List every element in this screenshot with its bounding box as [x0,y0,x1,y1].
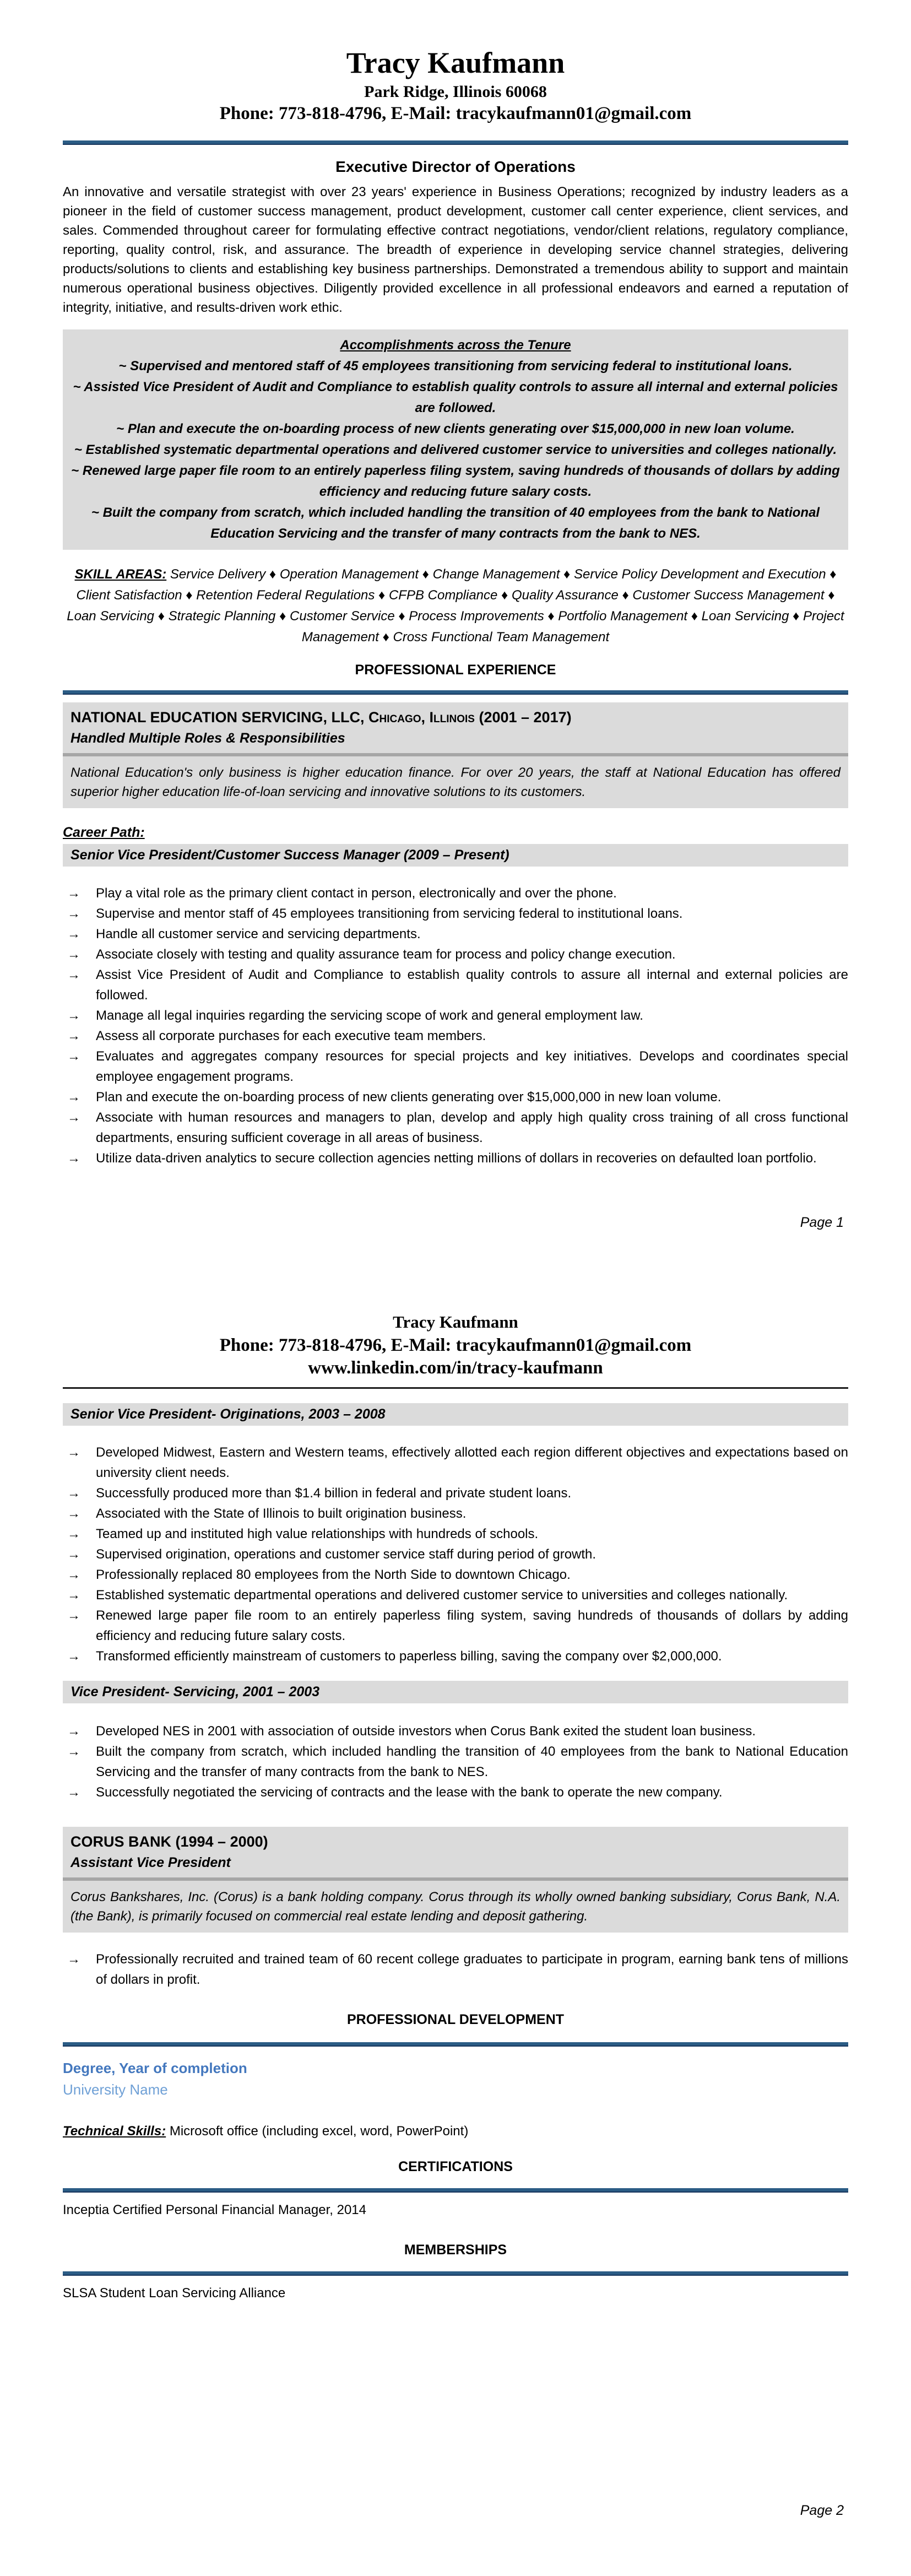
bullet-item: → Manage all legal inquiries regarding the servicing scope of work and general employment law. [63,1005,848,1026]
arrow-bullet-icon: → [67,1151,80,1166]
bullet-item: → Assess all corporate purchases for each executive team members. [63,1026,848,1046]
position-title-svp-originations: Senior Vice President- Originations, 2003 – 2008 [63,1403,848,1426]
bullet-item: → Developed NES in 2001 with association of outside investors when Corus Bank exited the student loan business. [63,1721,848,1741]
company-name-line [71,709,840,726]
bullet-list-position1 [63,883,848,1168]
bullet-list-corus [63,1949,848,1990]
summary-paragraph: An innovative and versatile strategist with over 23 years' experience in Business Operations; recognized by industry leaders as a pioneer in the field of customer success management, product development, customer call center experience, client services, and sales. Commended throughout career for formulating effective contract negotiations, vendor/client relations, regulatory compliance, reporting, quality control, risk, and assurance. The breadth of experience in developing service channel strategies, delivering products/solutions to clients and establishing key business partnerships. Demonstrated a tremendous ability to support and maintain numerous operational business objectives. Diligently provided excellence in all professional endeavors and earned a reputation of integrity, initiative, and results-driven work ethic. [63,185,848,316]
section-divider [63,2188,848,2193]
page-number: Page 1 [800,1215,844,1230]
arrow-bullet-icon: → [67,1547,80,1562]
arrow-bullet-icon: → [67,1724,80,1739]
corus-name-line: CORUS BANK (1994 – 2000) [71,1833,268,1850]
technical-skills-label: Technical Skills: [63,2124,166,2139]
accomplishment-item: ~ Renewed large paper file room to an entirely paperless filing system, saving hundreds of thousands of dollars by adding efficiency and reducing future salary costs. [71,463,840,500]
bullet-item: → Plan and execute the on-boarding process of new clients generating over $15,000,000 in new loan volume. [63,1087,848,1107]
corus-description: Corus Bankshares, Inc. (Corus) is a bank holding company. Corus through its wholly owned banking subsidiary, Corus Bank, N.A. (the Bank), is primarily focused on commercial real estate lending and deposit gathering. [71,1890,840,1924]
bullet-item: → Handle all customer service and servicing departments. [63,924,848,944]
resume-contact: Phone: 773-818-4796, E-Mail: tracykaufmann01@gmail.com [219,104,692,124]
resume-name: Tracy Kaufmann [393,1312,518,1332]
arrow-bullet-icon: → [67,1445,80,1460]
bullet-item: → Play a vital role as the primary client contact in person, electronically and over the phone. [63,883,848,903]
accomplishments-box [63,329,848,550]
arrow-bullet-icon: → [67,1608,80,1623]
header-divider [63,140,848,145]
accomplishments-title: Accomplishments across the Tenure [340,338,571,353]
accomplishment-item: ~ Established systematic departmental operations and delivered customer service to universities and colleges nationally. [74,442,837,458]
section-divider [63,2042,848,2047]
bullet-item: → Teamed up and instituted high value relationships with hundreds of schools. [63,1524,848,1544]
corus-role: Assistant Vice President [71,1855,231,1870]
arrow-bullet-icon: → [67,1785,80,1800]
section-heading-professional-experience: PROFESSIONAL EXPERIENCE [355,662,556,678]
bullet-item: → Built the company from scratch, which included handling the transition of 40 employees from the bank to National Education Servicing and the transfer of many contracts from the bank to NES. [63,1741,848,1782]
technical-skills-text: Microsoft office (including excel, word, PowerPoint) [166,2124,469,2139]
accomplishment-item: ~ Supervised and mentored staff of 45 employees transitioning from servicing federal to institutional loans. [118,359,793,374]
page-number: Page 2 [800,2503,844,2518]
bullet-item: → Assist Vice President of Audit and Compliance to establish quality controls to assure all internal and external policies are followed. [63,965,848,1005]
company-role: Handled Multiple Roles & Responsibilities [71,730,345,746]
bullet-item: → Established systematic departmental operations and delivered customer service to universities and colleges nationally. [63,1585,848,1605]
company-header-box [63,702,848,808]
arrow-bullet-icon: → [67,1029,80,1044]
arrow-bullet-icon: → [67,1952,80,1967]
membership-item: SLSA Student Loan Servicing Alliance [63,2286,286,2301]
arrow-bullet-icon: → [67,1649,80,1664]
arrow-bullet-icon: → [67,1110,80,1125]
header-divider [63,1387,848,1389]
arrow-bullet-icon: → [67,906,80,922]
company-location: Chicago, Illinois [368,709,475,726]
accomplishment-item: ~ Assisted Vice President of Audit and Compliance to establish quality controls to assure all internal and external policies are followed. [73,380,838,416]
bullet-item: → Transformed efficiently mainstream of customers to paperless billing, saving the company over $2,000,000. [63,1646,848,1666]
arrow-bullet-icon: → [67,927,80,942]
resume-contact: Phone: 773-818-4796, E-Mail: tracykaufmann01@gmail.com [219,1335,692,1355]
university-line: University Name [63,2081,168,2098]
arrow-bullet-icon: → [67,1744,80,1759]
linkedin-url: www.linkedin.com/in/tracy-kaufmann [308,1358,603,1378]
corus-divider [63,1877,848,1881]
arrow-bullet-icon: → [67,1486,80,1501]
arrow-bullet-icon: → [67,1527,80,1541]
company-dates: (2001 – 2017) [474,709,572,726]
bullet-item: → Associate closely with testing and quality assurance team for process and policy change execution. [63,944,848,965]
corus-header-box [63,1827,848,1933]
arrow-bullet-icon: → [67,886,80,901]
arrow-bullet-icon: → [67,1090,80,1105]
accomplishments-list [68,356,843,544]
section-divider [63,2271,848,2276]
certification-item: Inceptia Certified Personal Financial Manager, 2014 [63,2202,366,2217]
position-title-vp-servicing: Vice President- Servicing, 2001 – 2003 [63,1681,848,1703]
arrow-bullet-icon: → [67,1008,80,1024]
bullet-item: → Successfully produced more than $1.4 billion in federal and private student loans. [63,1483,848,1503]
bullet-item: → Associate with human resources and managers to plan, develop and apply high quality cross training of all cross functional departments, ensuring sufficient coverage in all areas of business. [63,1107,848,1148]
degree-line: Degree, Year of completion [63,2060,247,2076]
resume-address: Park Ridge, Illinois 60068 [364,83,547,101]
arrow-bullet-icon: → [67,947,80,962]
bullet-item: → Renewed large paper file room to an entirely paperless filing system, saving hundreds of thousands of dollars by adding efficiency and reducing future salary costs. [63,1605,848,1646]
position-title-svp-customer-success: Senior Vice President/Customer Success Manager (2009 – Present) [63,844,848,867]
bullet-list-position3 [63,1721,848,1803]
bullet-item: → Associated with the State of Illinois to built origination business. [63,1503,848,1524]
bullet-item: → Developed Midwest, Eastern and Western teams, effectively allotted each region different objectives and expectations based on university client needs. [63,1442,848,1483]
accomplishment-item: ~ Plan and execute the on-boarding process of new clients generating over $15,000,000 in new loan volume. [116,421,795,437]
arrow-bullet-icon: → [67,1506,80,1521]
bullet-item: → Utilize data-driven analytics to secure collection agencies netting millions of dollars in recoveries on defaulted loan portfolio. [63,1148,848,1168]
job-title: Executive Director of Operations [335,158,576,176]
company-name: NATIONAL EDUCATION SERVICING, LLC, [71,709,369,726]
bullet-item: → Professionally recruited and trained team of 60 recent college graduates to participate in program, earning bank tens of millions of dollars in profit. [63,1949,848,1990]
bullet-item: → Professionally replaced 80 employees from the North Side to downtown Chicago. [63,1565,848,1585]
company-divider [63,753,848,756]
bullet-list-position2 [63,1442,848,1666]
company-description: National Education's only business is higher education finance. For over 20 years, the staff at National Education has offered superior higher education life-of-loan servicing and innovative solutions to its customers. [71,765,840,800]
technical-skills-line [63,2124,848,2139]
bullet-item: → Supervised origination, operations and customer service staff during period of growth. [63,1544,848,1565]
arrow-bullet-icon: → [67,1588,80,1603]
skill-areas-text: Service Delivery ♦ Operation Management ♦ Change Management ♦ Service Policy Development and Execution ♦ Client Satisfaction ♦ Retention Federal Regulations ♦ CFPB Compliance ♦ Quality Assurance ♦ Customer Success Management ♦ Loan Servicing ♦ Strategic Planning ♦ Customer Service ♦ Process Improvements ♦ Portfolio Management ♦ Loan Servicing ♦ Project Management ♦ Cross Functional Team Management [67,567,844,645]
section-divider [63,690,848,695]
bullet-item: → Supervise and mentor staff of 45 employees transitioning from servicing federal to institutional loans. [63,903,848,924]
arrow-bullet-icon: → [67,1567,80,1582]
career-path-label: Career Path: [63,825,145,841]
section-heading-memberships: MEMBERSHIPS [404,2242,507,2258]
resume-name: Tracy Kaufmann [346,46,565,79]
skill-areas-label: SKILL AREAS: [74,567,167,582]
skill-areas [63,564,848,648]
bullet-item: → Evaluates and aggregates company resources for special projects and key initiatives. Develops and coordinates special employee engagement programs. [63,1046,848,1087]
section-heading-professional-development: PROFESSIONAL DEVELOPMENT [346,2012,565,2027]
page-2 [0,1288,911,2576]
section-heading-certifications: CERTIFICATIONS [398,2159,513,2174]
arrow-bullet-icon: → [67,967,80,983]
arrow-bullet-icon: → [67,1049,80,1064]
accomplishment-item: ~ Built the company from scratch, which included handling the transition of 40 employees from the bank to National Education Servicing and the transfer of many contracts from the bank to NES. [91,505,820,542]
bullet-item: → Successfully negotiated the servicing of contracts and the lease with the bank to operate the new company. [63,1782,848,1803]
